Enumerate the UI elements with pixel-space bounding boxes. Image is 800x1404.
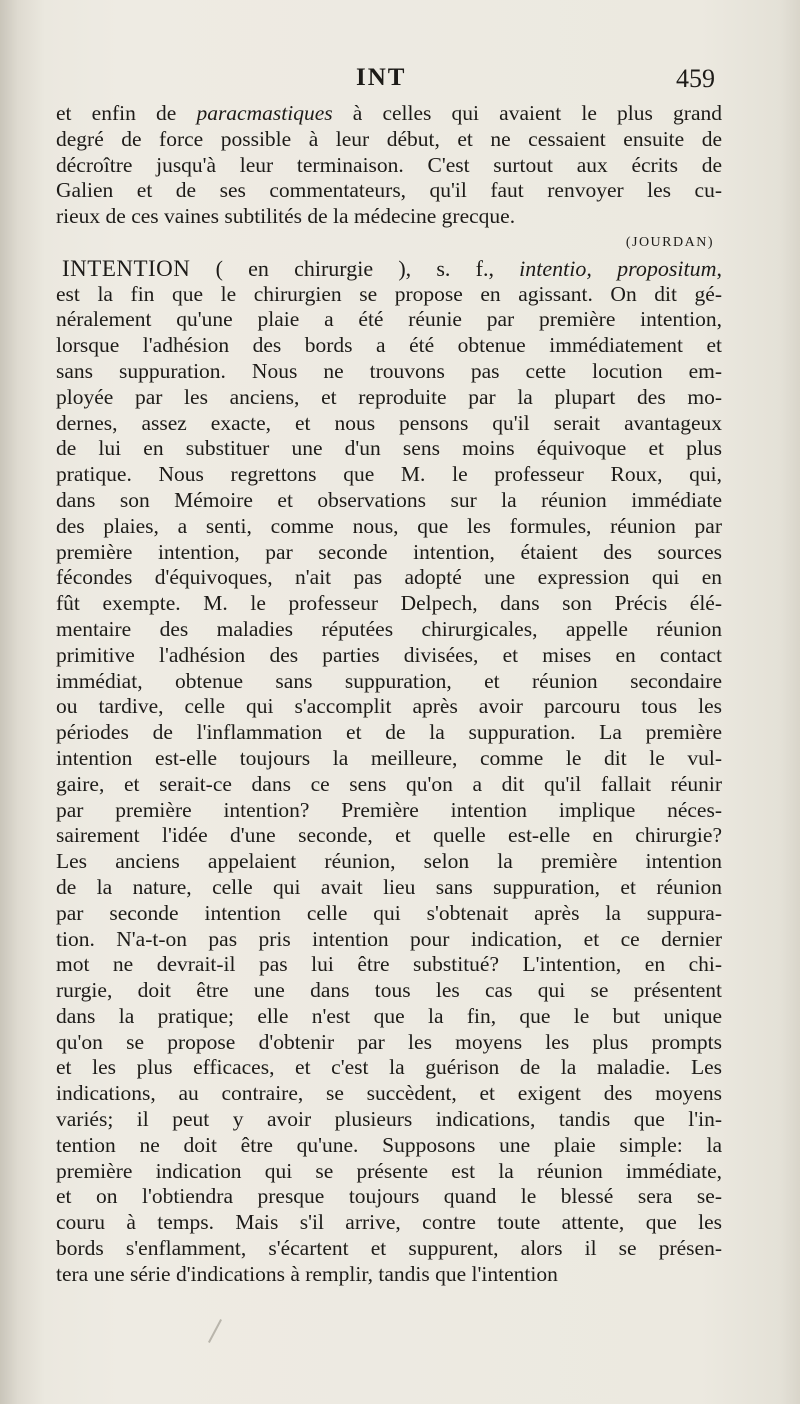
text-line: sairement l'idée d'une seconde, et quelle est-elle en chirurgie? xyxy=(56,823,722,848)
text-line: bords s'enflamment, s'écartent et suppurent, alors il se présen- xyxy=(56,1236,722,1261)
text-line: couru à temps. Mais s'il arrive, contre toute attente, que les xyxy=(56,1210,722,1235)
text-line: ployée par les anciens, et reproduite par la plupart des mo- xyxy=(56,384,722,409)
page-header xyxy=(0,64,800,100)
text-line: dans la pratique; elle n'est que la fin, que le but unique xyxy=(56,1003,722,1028)
text-line: Les anciens appelaient réunion, selon la première intention xyxy=(56,849,722,874)
italic-latin-terms: intentio, propositum xyxy=(519,255,717,281)
text-line: tion. N'a-t-on pas pris intention pour indication, et ce dernier xyxy=(56,926,722,951)
text-line: rurgie, doit être une dans tous les cas qui se présentent xyxy=(56,978,722,1003)
text-line: mot ne devrait-il pas lui être substitué? L'intention, en chi- xyxy=(56,952,722,977)
text-line: ou tardive, celle qui s'accomplit après avoir parcouru tous les xyxy=(56,694,722,719)
text-line: et enfin de paracmastiques à celles qui avaient le plus grand xyxy=(56,101,722,125)
text-line: par première intention? Première intention implique néces- xyxy=(56,797,722,822)
text-line: dernes, assez exacte, et nous pensons qu'il serait avantageux xyxy=(56,410,722,435)
text-line: et on l'obtiendra presque toujours quand le blessé sera se- xyxy=(56,1184,722,1209)
text-line: décroître jusqu'à leur terminaison. C'est surtout aux écrits de xyxy=(56,152,722,177)
text-line: immédiat, obtenue sans suppuration, et réunion secondaire xyxy=(56,668,722,693)
author-signature: (JOURDAN) xyxy=(625,234,714,250)
text-line: gaire, et serait-ce dans ce sens qu'on a dit qu'il fallait réunir xyxy=(56,771,722,796)
italic-term: paracmastiques xyxy=(196,101,333,125)
text-line: et les plus efficaces, et c'est la guérison de la maladie. Les xyxy=(56,1055,722,1080)
text-line: qu'on se propose d'obtenir par les moyens les plus prompts xyxy=(56,1029,722,1054)
text-line: rieux de ces vaines subtilités de la médecine grecque. xyxy=(56,204,516,229)
text-line: première indication qui se présente est la réunion immédiate, xyxy=(56,1158,722,1183)
entry-body xyxy=(56,282,722,1288)
text-line: est la fin que le chirurgien se propose en agissant. On dit gé- xyxy=(56,281,722,306)
text-line: périodes de l'inflammation et de la suppuration. La première xyxy=(56,720,722,745)
text-line: de lui en substituer une d'un sens moins équivoque et plus xyxy=(56,436,722,461)
body-text xyxy=(56,101,722,1288)
text-line: mentaire des maladies réputées chirurgicales, appelle réunion xyxy=(56,616,722,641)
text-line: primitive l'adhésion des parties divisées, et mises en contact xyxy=(56,642,722,667)
text-line: sans suppuration. Nous ne trouvons pas cette locution em- xyxy=(56,358,722,383)
text-line: fécondes d'équivoques, n'ait pas adopté une expression qui en xyxy=(56,565,722,590)
text-line: pratique. Nous regrettons que M. le professeur Roux, qui, xyxy=(56,462,722,487)
text-line: degré de force possible à leur début, et ne cessaient ensuite de xyxy=(56,126,722,151)
text-line: dans son Mémoire et observations sur la réunion immédiate xyxy=(56,487,722,512)
text-line: des plaies, a senti, comme nous, que les formules, réunion par xyxy=(56,513,722,538)
text-line: tention ne doit être qu'une. Supposons une plaie simple: la xyxy=(56,1132,722,1157)
text-line: fût exempte. M. le professeur Delpech, dans son Précis élé- xyxy=(56,591,722,616)
text-line: lorsque l'adhésion des bords a été obtenue immédiatement et xyxy=(56,333,722,358)
text-line: de la nature, celle qui avait lieu sans suppuration, et réunion xyxy=(56,874,722,899)
entry-headword: INTENTION xyxy=(62,255,191,281)
pencil-mark xyxy=(208,1319,222,1343)
text-line: tera une série d'indications à remplir, tandis que l'intention xyxy=(56,1261,558,1286)
text-line: Galien et de ses commentateurs, qu'il faut renvoyer les cu- xyxy=(56,178,722,203)
text-line: première intention, par seconde intention, étaient des sources xyxy=(56,539,722,564)
text-line: intention est-elle toujours la meilleure, comme le dit le vul- xyxy=(56,745,722,770)
page-number: 459 xyxy=(676,64,715,93)
running-head: INT xyxy=(356,64,407,91)
text-line: indications, au contraire, se succèdent, et exigent des moyens xyxy=(56,1081,722,1106)
entry-heading-line: INTENTION ( en chirurgie ), s. f., intentio, propositum, xyxy=(62,255,722,281)
text-line: par seconde intention celle qui s'obtenait après la suppura- xyxy=(56,900,722,925)
text-line: néralement qu'une plaie a été réunie par première intention, xyxy=(56,307,722,332)
text-line: variés; il peut y avoir plusieurs indications, tandis que l'in- xyxy=(56,1107,722,1132)
